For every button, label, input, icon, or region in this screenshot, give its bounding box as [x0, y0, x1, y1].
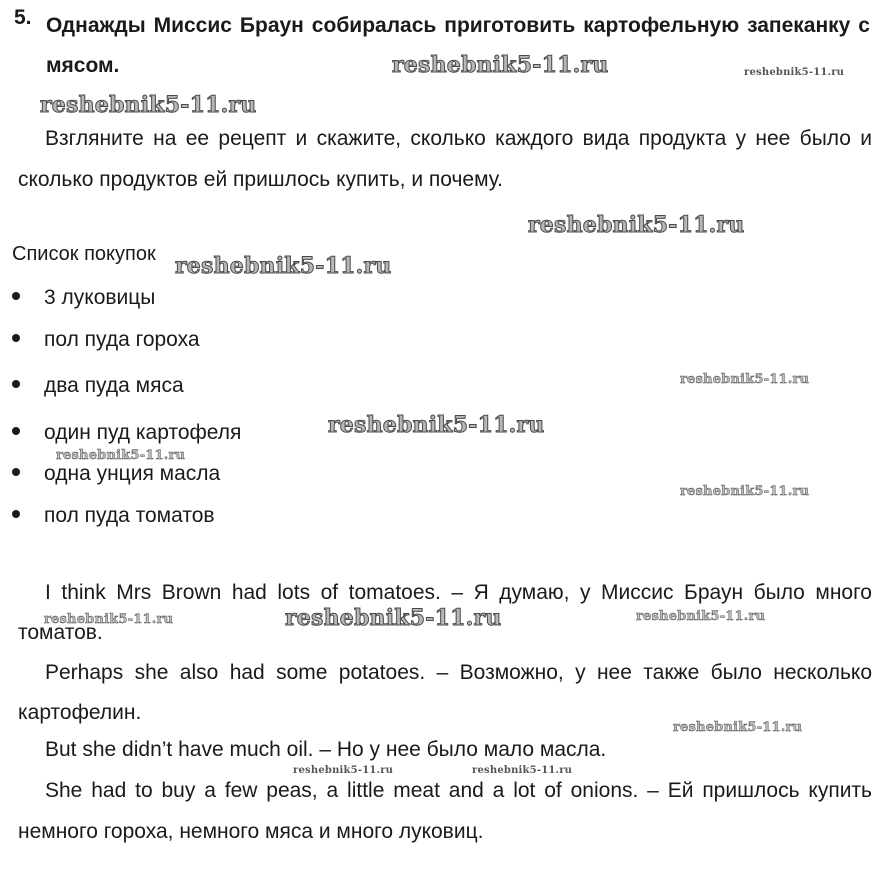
watermark: reshebnik5-11.ru — [175, 253, 392, 279]
bullet-icon — [12, 292, 20, 300]
list-item — [12, 462, 220, 486]
task-title: Однажды Миссис Браун собиралась приготовить картофельную запеканку с мясом. — [46, 14, 870, 77]
watermark: reshebnik5-11.ru — [636, 609, 766, 624]
watermark: reshebnik5-11.ru — [56, 448, 186, 463]
watermark: reshebnik5-11.ru — [744, 67, 845, 78]
watermark: reshebnik5-11.ru — [328, 412, 545, 438]
list-item-text: одна унция масла — [44, 462, 221, 485]
shopping-list-label: Список покупок — [12, 243, 156, 265]
bullet-icon — [12, 427, 20, 435]
answer-paragraph: But she didn’t have much oil. – Но у нее было мало масла. — [45, 738, 607, 761]
watermark: reshebnik5-11.ru — [40, 92, 257, 118]
watermark: reshebnik5-11.ru — [528, 212, 745, 238]
bullet-icon — [12, 380, 20, 388]
bullet-icon — [12, 468, 20, 476]
watermark: reshebnik5-11.ru — [293, 765, 394, 776]
list-item — [12, 374, 184, 398]
list-item-text: пол пуда томатов — [44, 504, 215, 527]
list-item-text: 3 луковицы — [44, 286, 156, 309]
watermark: reshebnik5-11.ru — [472, 765, 573, 776]
list-item-text: пол пуда гороха — [44, 328, 200, 351]
watermark: reshebnik5-11.ru — [44, 612, 174, 627]
watermark: reshebnik5-11.ru — [680, 484, 810, 499]
task-number: 5. — [14, 6, 32, 29]
bullet-icon — [12, 510, 20, 518]
list-item-text: два пуда мяса — [44, 374, 184, 397]
watermark: reshebnik5-11.ru — [673, 720, 803, 735]
bullet-icon — [12, 334, 20, 342]
watermark: reshebnik5-11.ru — [285, 605, 502, 631]
watermark: reshebnik5-11.ru — [392, 52, 609, 78]
answer-paragraph: Perhaps she also had some potatoes. – Возможно, у нее также было несколько картофелин. — [18, 661, 872, 724]
list-item — [12, 504, 215, 528]
answer-paragraph: I think Mrs Brown had lots of tomatoes. – Я думаю, у Миссис Браун было много томатов. — [18, 581, 872, 644]
watermark: reshebnik5-11.ru — [680, 372, 810, 387]
list-item — [12, 286, 155, 310]
instruction-paragraph: Взгляните на ее рецепт и скажите, сколько каждого вида продукта у нее было и сколько продуктов ей пришлось купить, и почему. — [18, 127, 872, 191]
list-item — [12, 421, 241, 445]
list-item-text: один пуд картофеля — [44, 421, 242, 444]
list-item — [12, 328, 200, 352]
answer-paragraph: She had to buy a few peas, a little meat and a lot of onions. – Ей пришлось купить немного гороха, немного мяса и много луковиц. — [18, 779, 872, 843]
